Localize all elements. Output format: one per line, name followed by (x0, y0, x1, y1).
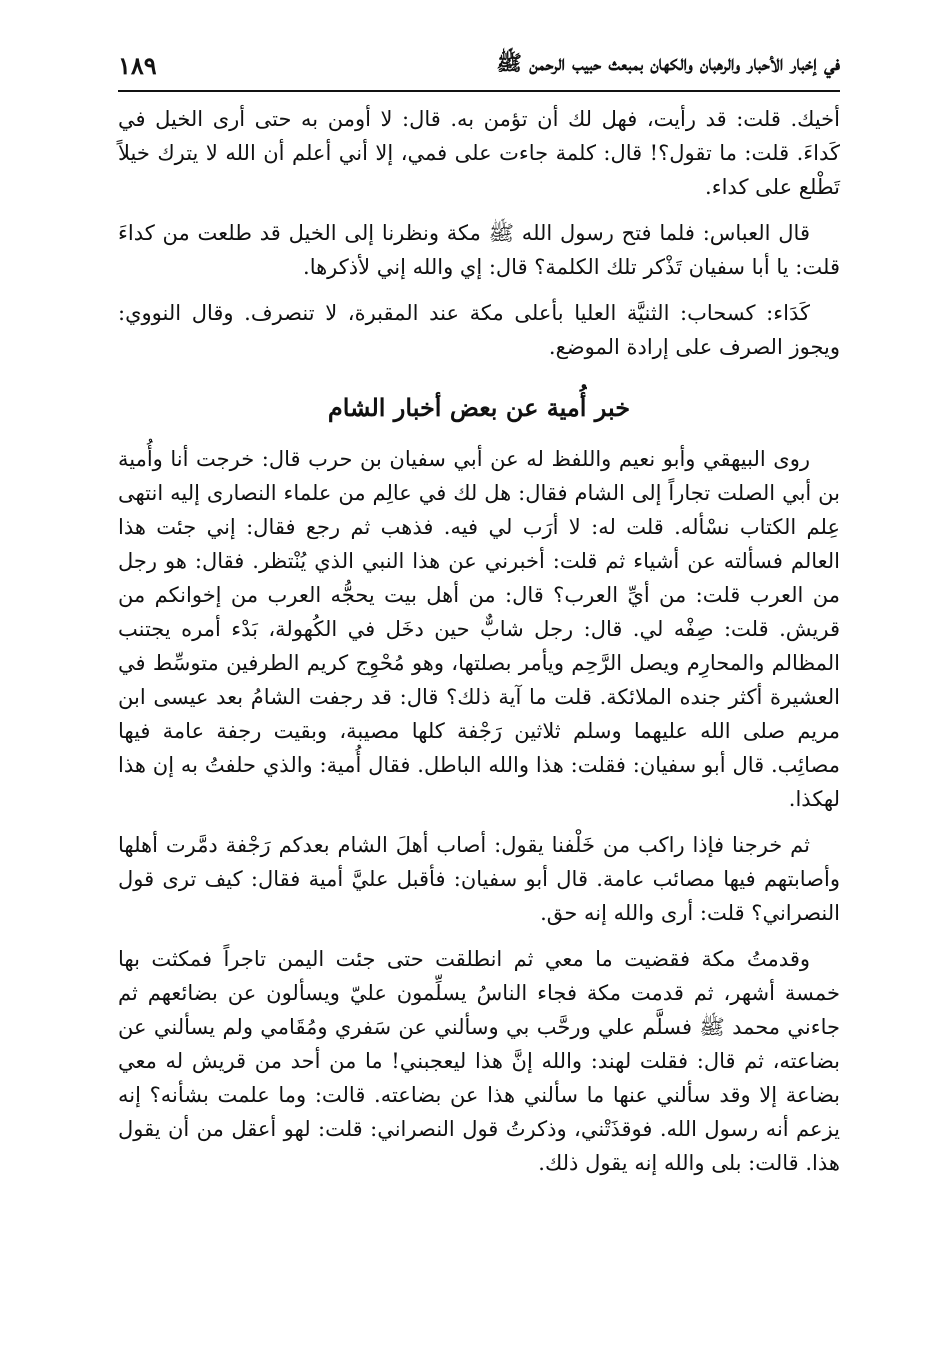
section-heading: خبر أُمية عن بعض أخبار الشام (327, 393, 631, 422)
running-header (118, 40, 840, 92)
paragraph: وقدمتُ مكة فقضيت ما معي ثم انطلقت حتى جئت اليمن تاجراً فمكثت بها خمسة أشهر، ثم قدمت مكة فجاء الناسُ يسلِّمون عليّ ويسألون عن بضائعهم ثم جاءني محمد ﷺ فسلَّم علي ورحَّب بي وسألني عن سَفري ومُقَامي ولم يسألني عن بضاعته، ثم قال: فقلت لهند: والله إنَّ هذا ليعجبني! ما من أحد من قريش له معي بضاعة إلا وقد سألني عنها ما سألني هذا عن بضاعته. قالت: وما علمت بشأنه؟ إنه يزعم أنه رسول الله. فوقذَتْني، وذكرتُ قول النصراني: قلت: لهو أعقل من أن يقول هذا. قالت: بلى والله إنه يقول ذلك. (118, 947, 840, 1175)
paragraph: قال العباس: فلما فتح رسول الله ﷺ مكة ونظرنا إلى الخيل قد طلعت من كداءَ قلت: يا أبا سفيان تَذْكر تلك الكلمة؟ قال: إي والله إني لأذكرها. (118, 221, 840, 279)
paragraph: روى البيهقي وأبو نعيم واللفظ له عن أبي سفيان بن حرب قال: خرجت أنا وأُمية بن أبي الصلت تجاراً إلى الشام فقال: هل لك في عالِم من علماء النصارى إليه انتهى عِلم الكتاب نسْأله. قلت له: لا أرَب لي فيه. فذهب ثم رجع فقال: إني جئت هذا العالم فسألته عن أشياء ثم قلت: أخبرني عن هذا النبي الذي يُنْتظر. فقال: هو رجل من العرب قلت: من أيِّ العرب؟ قال: من أهل بيت يحجُّه العرب من إخوانكم من قريش. قلت: صِفْه لي. قال: رجل شابٌّ حين دخَل في الكُهولة، بَدْء أمره يجتنب المظالم والمحارِم ويصل الرَّحِم ويأمر بصلتها، وهو مُحْوِج كريم الطرفين متوسِّط في العشيرة أكثر جنده الملائكة. قلت ما آية ذلك؟ قال: قد رجفت الشامُ بعد عيسى ابن مريم صلى الله عليهما وسلم ثلاثين رَجْفة كلها مصيبة، وبقيت رجفة عامة فيها مصائِب. قال أبو سفيان: فقلت: هذا والله الباطل. فقال أُمية: والذي حلفتُ به إن هذا لهكذا. (118, 447, 841, 811)
paragraph: أخيك. قلت: قد رأيت، فهل لك أن تؤمن به. قال: لا أومن به حتى أرى الخيل في كَداءَ. قلت: ما تقول؟! قال: كلمة جاءت على فمي، إلا أني أعلم أن الله لا يترك خيلاً تَطْلع على كداء. (118, 107, 840, 199)
page-number: ١٨٩ (118, 50, 157, 80)
page-body (118, 102, 840, 1180)
book-page (118, 40, 840, 1192)
footnote-paragraph: كَدَاء: كسحاب: الثنيَّة العليا بأعلى مكة عند المقبرة، لا تنصرف. وقال النووي: ويجوز الصرف على إرادة الموضع. (118, 301, 840, 359)
paragraph: ثم خرجنا فإذا راكب من خَلْفنا يقول: أصاب أهلَ الشام بعدكم رَجْفة دمَّرت أهلها وأصابتهم فيها مصائب عامة. قال أبو سفيان: فأقبل عليَّ أمية فقال: كيف ترى قول النصراني؟ قلت: أرى والله إنه حق. (118, 833, 840, 925)
running-title: في إخبار الأحبار والرهبان والكهان بمبعث حبيب الرحمن ﷺ (496, 49, 840, 75)
